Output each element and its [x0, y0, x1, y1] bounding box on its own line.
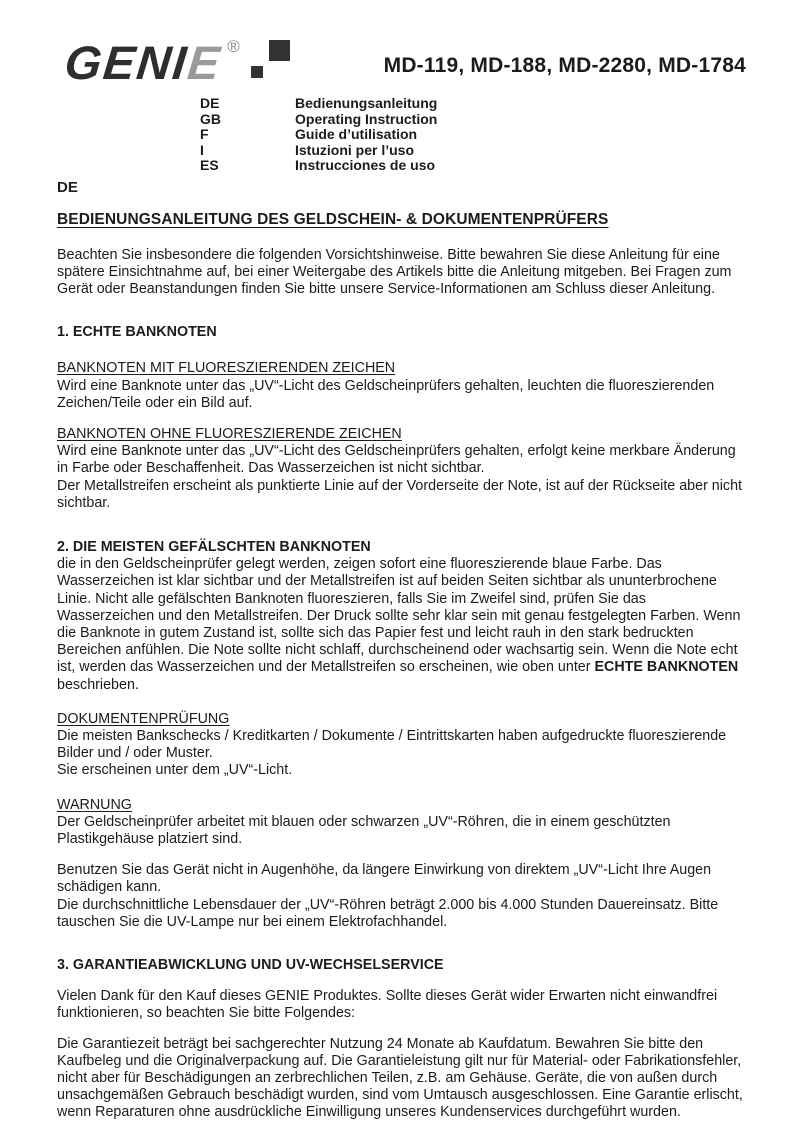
section2-body-bold: ECHTE BANKNOTEN	[594, 659, 739, 676]
language-label: Instrucciones de uso	[295, 157, 436, 173]
warning-body3: Die durchschnittliche Lebensdauer der „UV“-Röhren beträgt 2.000 bis 4.000 Stunden Dauereinsatz. Bitte tauschen Sie die UV-Lampe nur bei einem Elektrofachhandel.	[57, 896, 719, 930]
section1-sub2-body2: Der Metallstreifen erscheint als punktierte Linie auf der Vorderseite der Note, ist auf der Rückseite aber nicht sichtbar.	[57, 477, 743, 511]
section2-title: 2. DIE MEISTEN GEFÄLSCHTEN BANKNOTEN	[57, 538, 371, 555]
document-language-label: DE	[57, 178, 78, 196]
section3-title: 3. GARANTIEABWICKLUNG UND UV-WECHSELSERVICE	[57, 957, 444, 973]
language-label: Bedienungsanleitung	[295, 95, 438, 111]
section1-sub1-title: BANKNOTEN MIT FLUORESZIERENDEN ZEICHEN	[57, 360, 396, 377]
logo-small-square	[251, 66, 263, 78]
section2-body-part2: beschrieben.	[57, 676, 139, 693]
language-code: ES	[200, 157, 219, 173]
warning-body1: Der Geldscheinprüfer arbeitet mit blauen oder schwarzen „UV“-Röhren, die in einem geschützten Plastikgehäuse platziert sind.	[57, 813, 671, 847]
document-check-title: DOKUMENTENPRÜFUNG	[57, 710, 230, 727]
language-code: F	[200, 126, 209, 142]
language-row-es	[200, 158, 746, 174]
genie-logo	[62, 36, 290, 94]
section2-body	[57, 556, 746, 694]
document-check-body1: Die meisten Bankschecks / Kreditkarten / Dokumente / Eintrittskarten haben aufgedruckte fluoreszierende Bilder und / oder Muster.	[57, 727, 727, 762]
warning-title: WARNUNG	[57, 796, 132, 813]
genie-logo-text	[62, 36, 224, 90]
language-row-gb	[200, 112, 746, 128]
language-label: Operating Instruction	[295, 110, 438, 127]
language-code: GB	[200, 110, 221, 127]
page-header	[57, 36, 746, 94]
intro-paragraph: Beachten Sie insbesondere die folgenden Vorsichtshinweise. Bitte bewahren Sie diese Anleitung für eine spätere Einsichtnahme auf, bei einer Weitergabe des Artikels bitte die Anleitung mitgeben. Bei Fragen zum Gerät oder Beanstandungen finden Sie bitte unsere Service-Informationen am Schluss dieser Anleitung.	[57, 246, 732, 297]
genie-logo-text-light: E	[185, 36, 225, 89]
genie-logo-text-dark: GENI	[62, 36, 191, 89]
section2-body-part1: die in den Geldscheinprüfer gelegt werden, zeigen sofort eine fluoreszierende blaue Farbe. Das Wasserzeichen ist klar sichtbar und der Metallstreifen ist auf beiden Seiten sichtbar als ununterbrochene Linie. Nicht alle gefälschten Banknoten fluoreszieren, falls Sie im Zweifel sind, prüfen Sie das Wasserzeichen und den Metallstreifen. Der Druck sollte sehr klar sein mit genau festgelegten Farben. Wenn die Banknote in gutem Zustand ist, sollte sich das Papier fest und leicht rauh in den stark bedruckten Bereichen anfühlen. Die Note sollte nicht schlaff, durchscheinend oder wachsartig sein. Wenn die Note echt ist, werden das Wasserzeichen und der Metallstreifen so erscheinen, wie oben unter	[57, 556, 741, 676]
language-row-i	[200, 143, 746, 159]
language-code: DE	[200, 95, 220, 111]
model-numbers-title: MD-119, MD-188, MD-2280, MD-1784	[383, 54, 746, 77]
section1-sub2-title: BANKNOTEN OHNE FLUORESZIERENDE ZEICHEN	[57, 425, 402, 442]
language-row-f	[200, 127, 746, 143]
section3-body1: Vielen Dank für den Kauf dieses GENIE Produktes. Sollte dieses Gerät wider Erwarten nicht einwandfrei funktionieren, so beachten Sie bitte Folgendes:	[57, 988, 718, 1022]
language-row-de	[200, 96, 746, 112]
registered-trademark-icon: ®	[227, 37, 240, 56]
language-list	[200, 96, 746, 174]
section1-sub1-body: Wird eine Banknote unter das „UV“-Licht des Geldscheinprüfers gehalten, leuchten die fluoreszierenden Zeichen/Teile oder ein Bild auf.	[57, 377, 715, 411]
document-check-body2: Sie erscheinen unter dem „UV“-Licht.	[57, 762, 293, 779]
warning-body2: Benutzen Sie das Gerät nicht in Augenhöhe, da längere Einwirkung von direktem „UV“-Licht Ihre Augen schädigen kann.	[57, 862, 712, 896]
main-heading: BEDIENUNGSANLEITUNG DES GELDSCHEIN- & DOKUMENTENPRÜFERS	[57, 210, 609, 228]
logo-large-square	[269, 40, 290, 61]
logo-pixel-squares-icon	[248, 40, 290, 90]
section1-sub2-body1: Wird eine Banknote unter das „UV“-Licht des Geldscheinprüfers gehalten, erfolgt keine merkbare Änderung in Farbe oder Beschaffenheit. Das Wasserzeichen ist nicht sichtbar.	[57, 443, 736, 477]
language-code: I	[200, 141, 204, 158]
language-label: Guide d’utilisation	[295, 126, 418, 142]
section1-title: 1. ECHTE BANKNOTEN	[57, 324, 217, 341]
language-label: Istuzioni per l’uso	[295, 141, 415, 158]
section3-body2: Die Garantiezeit beträgt bei sachgerechter Nutzung 24 Monate ab Kaufdatum. Bewahren Sie bitte den Kaufbeleg und die Originalverpackung auf. Die Garantieleistung gilt nur für Material- oder Fabrikationsfehler, nicht aber für Beschädigungen an zerbrechlichen Teilen, z.B. am Gehäuse. Geräte, die von außen durch unsachgemäßen Gebrauch beschädigt wurden, sind vom Umtausch ausgeschlossen. Eine Garantie erlischt, wenn Reparaturen ohne ausdrückliche Einwilligung unseres Kundenservices durchgeführt wurden.	[57, 1035, 743, 1121]
